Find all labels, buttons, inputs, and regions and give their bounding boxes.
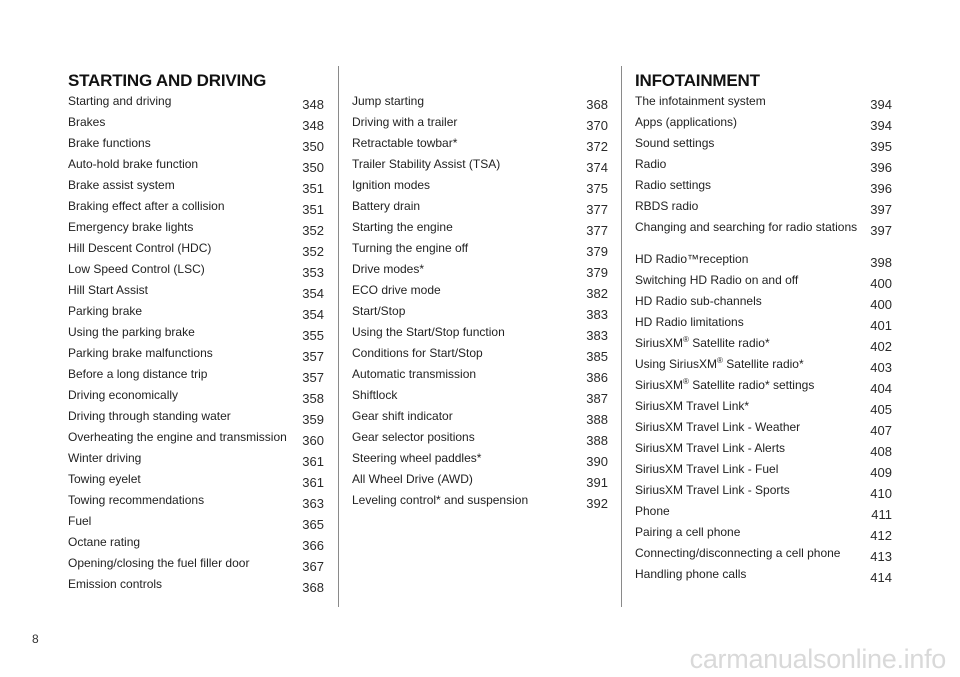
toc-entry[interactable] [68, 493, 324, 514]
toc-entry-page: 410 [870, 486, 892, 501]
toc-entry-page: 394 [870, 118, 892, 133]
toc-entry-page: 370 [586, 118, 608, 133]
toc-column-1 [68, 70, 324, 598]
toc-entry-page: 350 [302, 139, 324, 154]
toc-entry[interactable] [352, 409, 608, 430]
toc-entry-page: 365 [302, 517, 324, 532]
toc-entry-page: 409 [870, 465, 892, 480]
toc-entry[interactable] [635, 136, 892, 157]
toc-entry-page: 400 [870, 276, 892, 291]
toc-entry-title: Emergency brake lights [68, 220, 194, 234]
toc-entry-title: Hill Start Assist [68, 283, 149, 297]
toc-entry-page: 355 [302, 328, 324, 343]
toc-entry[interactable] [68, 409, 324, 430]
toc-entry-title: Radio settings [635, 178, 712, 192]
toc-entry[interactable] [352, 199, 608, 220]
toc-entry[interactable] [68, 535, 324, 556]
toc-column-3 [635, 70, 892, 588]
toc-entry-page: 396 [870, 181, 892, 196]
toc-entry-title: All Wheel Drive (AWD) [352, 472, 473, 486]
toc-entry-title: Switching HD Radio on and off [635, 273, 799, 287]
toc-entry-title: SiriusXM Travel Link - Weather [635, 420, 801, 434]
toc-entry[interactable] [352, 367, 608, 388]
toc-entry-title: Starting and driving [68, 94, 172, 108]
toc-entry-title: Start/Stop [352, 304, 406, 318]
toc-entry[interactable] [352, 241, 608, 262]
toc-entry-title: Pairing a cell phone [635, 525, 741, 539]
toc-entry[interactable] [352, 220, 608, 241]
toc-entry-page: 404 [870, 381, 892, 396]
toc-entry-title: ECO drive mode [352, 283, 441, 297]
toc-entry-page: 372 [586, 139, 608, 154]
toc-entry-page: 405 [870, 402, 892, 417]
toc-entry-page: 377 [586, 223, 608, 238]
toc-entry-title: HD Radio limitations [635, 315, 744, 329]
toc-entry-title: Emission controls [68, 577, 163, 591]
toc-entry-title: Apps (applications) [635, 115, 738, 129]
toc-entry-page: 367 [302, 559, 324, 574]
toc-entry-title: Driving through standing water [68, 409, 231, 423]
toc-entry-title: Using SiriusXM® Satellite radio* [635, 356, 804, 371]
toc-entry-page: 361 [302, 475, 324, 490]
toc-entry[interactable] [68, 325, 324, 346]
toc-entry-title: Winter driving [68, 451, 142, 465]
toc-entry-page: 392 [586, 496, 608, 511]
toc-entry[interactable] [635, 273, 892, 294]
toc-entry[interactable] [352, 346, 608, 367]
toc-entry-page: 394 [870, 97, 892, 112]
toc-entry[interactable] [352, 94, 608, 115]
toc-entry[interactable] [352, 157, 608, 178]
column-divider [338, 66, 339, 607]
toc-entry-page: 408 [870, 444, 892, 459]
toc-entry-page: 388 [586, 412, 608, 427]
toc-entry-title: Towing eyelet [68, 472, 141, 486]
toc-entry[interactable] [68, 199, 324, 220]
toc-entry-title: Parking brake [68, 304, 143, 318]
toc-entry[interactable] [635, 420, 892, 441]
toc-entry[interactable] [68, 178, 324, 199]
toc-entry[interactable] [635, 115, 892, 136]
toc-entry-page: 361 [302, 454, 324, 469]
toc-entry[interactable] [68, 241, 324, 262]
toc-entry[interactable] [352, 493, 608, 514]
toc-entry-title: Parking brake malfunctions [68, 346, 213, 360]
toc-entry[interactable] [635, 178, 892, 199]
toc-entry[interactable] [68, 157, 324, 178]
toc-entry-title: Before a long distance trip [68, 367, 208, 381]
toc-entry-page: 388 [586, 433, 608, 448]
toc-entry[interactable] [635, 294, 892, 315]
toc-entry-page: 407 [870, 423, 892, 438]
toc-entry-page: 402 [870, 339, 892, 354]
toc-entry-title: Octane rating [68, 535, 141, 549]
toc-entry-title: Trailer Stability Assist (TSA) [352, 157, 501, 171]
toc-entry[interactable] [635, 357, 892, 378]
toc-entry[interactable] [635, 546, 892, 567]
toc-column-2 [352, 70, 608, 514]
toc-entry[interactable] [635, 315, 892, 336]
toc-entry-title: Automatic transmission [352, 367, 477, 381]
section-heading: STARTING AND DRIVING [68, 71, 267, 90]
toc-entry-page: 354 [302, 307, 324, 322]
toc-entry[interactable] [68, 472, 324, 493]
toc-entry-page: 383 [586, 307, 608, 322]
toc-entry-page: 357 [302, 349, 324, 364]
toc-entry-page: 348 [302, 97, 324, 112]
toc-entry[interactable] [352, 136, 608, 157]
toc-entry-page: 379 [586, 244, 608, 259]
toc-entry-page: 359 [302, 412, 324, 427]
toc-entry-page: 377 [586, 202, 608, 217]
toc-entry[interactable] [635, 157, 892, 178]
toc-entry-title: Retractable towbar* [352, 136, 458, 150]
watermark: carmanualsonline.info [689, 644, 946, 674]
toc-entry-page: 375 [586, 181, 608, 196]
toc-entry-page: 397 [870, 202, 892, 217]
toc-entry[interactable] [68, 430, 324, 451]
toc-entry-title: Connecting/disconnecting a cell phone [635, 546, 841, 560]
toc-entry[interactable] [635, 441, 892, 462]
toc-entry-title: Brake assist system [68, 178, 175, 192]
toc-entry[interactable] [68, 262, 324, 283]
toc-entry-page: 350 [302, 160, 324, 175]
toc-entry-title: Battery drain [352, 199, 421, 213]
toc-entry[interactable] [635, 252, 892, 273]
toc-entry[interactable] [68, 346, 324, 367]
toc-entry-title: HD Radio™reception [635, 252, 749, 266]
toc-entry-title: Driving economically [68, 388, 179, 402]
toc-entry-page: 351 [302, 202, 324, 217]
toc-entry[interactable] [68, 556, 324, 577]
toc-entry-title: Starting the engine [352, 220, 453, 234]
toc-entry[interactable] [68, 115, 324, 136]
toc-entry[interactable] [68, 220, 324, 241]
toc-entry-page: 353 [302, 265, 324, 280]
toc-entry[interactable] [68, 577, 324, 598]
toc-entry-page: 374 [586, 160, 608, 175]
toc-entry-page: 403 [870, 360, 892, 375]
toc-entry[interactable] [635, 378, 892, 399]
toc-entry-page: 411 [871, 507, 892, 522]
toc-entry-page: 413 [870, 549, 892, 564]
toc-entry-title: Brake functions [68, 136, 151, 150]
toc-entry-page: 366 [302, 538, 324, 553]
toc-entry[interactable] [68, 136, 324, 157]
toc-entry-page: 358 [302, 391, 324, 406]
toc-entry-title: Sound settings [635, 136, 715, 150]
toc-entry[interactable] [635, 399, 892, 420]
toc-entry-title: Gear selector positions [352, 430, 475, 444]
toc-entry[interactable] [635, 462, 892, 483]
toc-entry-title: Drive modes* [352, 262, 425, 276]
toc-entry-page: 363 [302, 496, 324, 511]
toc-entry-title: Brakes [68, 115, 106, 129]
toc-entry-title: RBDS radio [635, 199, 699, 213]
toc-entry-page: 414 [870, 570, 892, 585]
toc-entry[interactable] [68, 283, 324, 304]
toc-entry-title: Gear shift indicator [352, 409, 453, 423]
toc-entry-page: 395 [870, 139, 892, 154]
toc-entry[interactable] [68, 304, 324, 325]
toc-entry-page: 368 [586, 97, 608, 112]
toc-entry[interactable] [635, 483, 892, 504]
toc-entry-title: HD Radio sub-channels [635, 294, 762, 308]
toc-entry-page: 396 [870, 160, 892, 175]
toc-entry[interactable] [352, 472, 608, 493]
toc-entry[interactable] [68, 451, 324, 472]
toc-entry-title: Towing recommendations [68, 493, 205, 507]
toc-entry-title: Auto-hold brake function [68, 157, 199, 171]
toc-entry-page: 390 [586, 454, 608, 469]
toc-entry-page: 379 [586, 265, 608, 280]
toc-entry-title: The infotainment system [635, 94, 766, 108]
toc-entry-title: Hill Descent Control (HDC) [68, 241, 212, 255]
toc-entry-page: 348 [302, 118, 324, 133]
toc-entry-title: Steering wheel paddles* [352, 451, 482, 465]
toc-entry-title: Changing and searching for radio stations [635, 220, 858, 234]
toc-entry-title: Using the Start/Stop function [352, 325, 505, 339]
toc-entry-title: Overheating the engine and transmission [68, 430, 287, 444]
toc-entry[interactable] [635, 504, 892, 525]
toc-entry[interactable] [352, 262, 608, 283]
toc-entry-title: Fuel [68, 514, 92, 528]
toc-entry-page: 368 [302, 580, 324, 595]
toc-entry-title: Driving with a trailer [352, 115, 458, 129]
toc-entry-title: Leveling control* and suspension [352, 493, 529, 507]
toc-entry-title: SiriusXM® Satellite radio* [635, 335, 770, 350]
toc-entry-page: 382 [586, 286, 608, 301]
toc-entry[interactable] [352, 115, 608, 136]
toc-entry[interactable] [352, 283, 608, 304]
toc-entry[interactable] [68, 94, 324, 115]
toc-entry-title: Handling phone calls [635, 567, 747, 581]
toc-entry-page: 352 [302, 244, 324, 259]
toc-entry[interactable] [68, 367, 324, 388]
toc-entry[interactable] [635, 94, 892, 115]
toc-entry-title: Opening/closing the fuel filler door [68, 556, 250, 570]
toc-entry[interactable] [68, 514, 324, 535]
toc-entry[interactable] [352, 388, 608, 409]
toc-entry-title: Shiftlock [352, 388, 398, 402]
toc-entry[interactable] [352, 178, 608, 199]
toc-entry-title: Conditions for Start/Stop [352, 346, 483, 360]
toc-entry[interactable] [352, 451, 608, 472]
toc-entry-page: 354 [302, 286, 324, 301]
toc-entry-page: 412 [870, 528, 892, 543]
toc-entry-title: Jump starting [352, 94, 425, 108]
toc-entry-title: SiriusXM Travel Link - Alerts [635, 441, 786, 455]
toc-entry-page: 398 [870, 255, 892, 270]
toc-entry-title: SiriusXM Travel Link* [635, 399, 750, 413]
toc-entry-title: Phone [635, 504, 670, 518]
toc-entry-page: 383 [586, 328, 608, 343]
toc-entry-page: 352 [302, 223, 324, 238]
toc-entry-page: 387 [586, 391, 608, 406]
toc-entry-page: 386 [586, 370, 608, 385]
toc-entry-title: Turning the engine off [352, 241, 469, 255]
toc-entry-page: 357 [302, 370, 324, 385]
toc-entry-title: SiriusXM® Satellite radio* settings [635, 377, 815, 392]
toc-entry-page: 360 [302, 433, 324, 448]
toc-entry[interactable] [635, 525, 892, 546]
toc-entry-title: Ignition modes [352, 178, 431, 192]
toc-entry[interactable] [352, 325, 608, 346]
toc-entry-title: SiriusXM Travel Link - Fuel [635, 462, 779, 476]
toc-entry[interactable] [635, 220, 892, 252]
toc-entry[interactable] [352, 430, 608, 451]
toc-entry-title: Braking effect after a collision [68, 199, 225, 213]
toc-entry-title: SiriusXM Travel Link - Sports [635, 483, 790, 497]
toc-entry[interactable] [352, 304, 608, 325]
section-heading: INFOTAINMENT [635, 71, 760, 90]
toc-entry-page: 400 [870, 297, 892, 312]
toc-entry-title: Radio [635, 157, 667, 171]
toc-entry[interactable] [635, 199, 892, 220]
toc-entry-page: 351 [302, 181, 324, 196]
toc-entry-page: 401 [870, 318, 892, 333]
page-number: 8 [32, 632, 39, 646]
toc-entry-title: Low Speed Control (LSC) [68, 262, 205, 276]
toc-entry-page: 397 [870, 223, 892, 238]
toc-entry-page: 391 [586, 475, 608, 490]
toc-entry[interactable] [68, 388, 324, 409]
toc-entry-title: Using the parking brake [68, 325, 195, 339]
column-divider [621, 66, 622, 607]
toc-entry-page: 385 [586, 349, 608, 364]
toc-entry[interactable] [635, 336, 892, 357]
toc-entry[interactable] [635, 567, 892, 588]
